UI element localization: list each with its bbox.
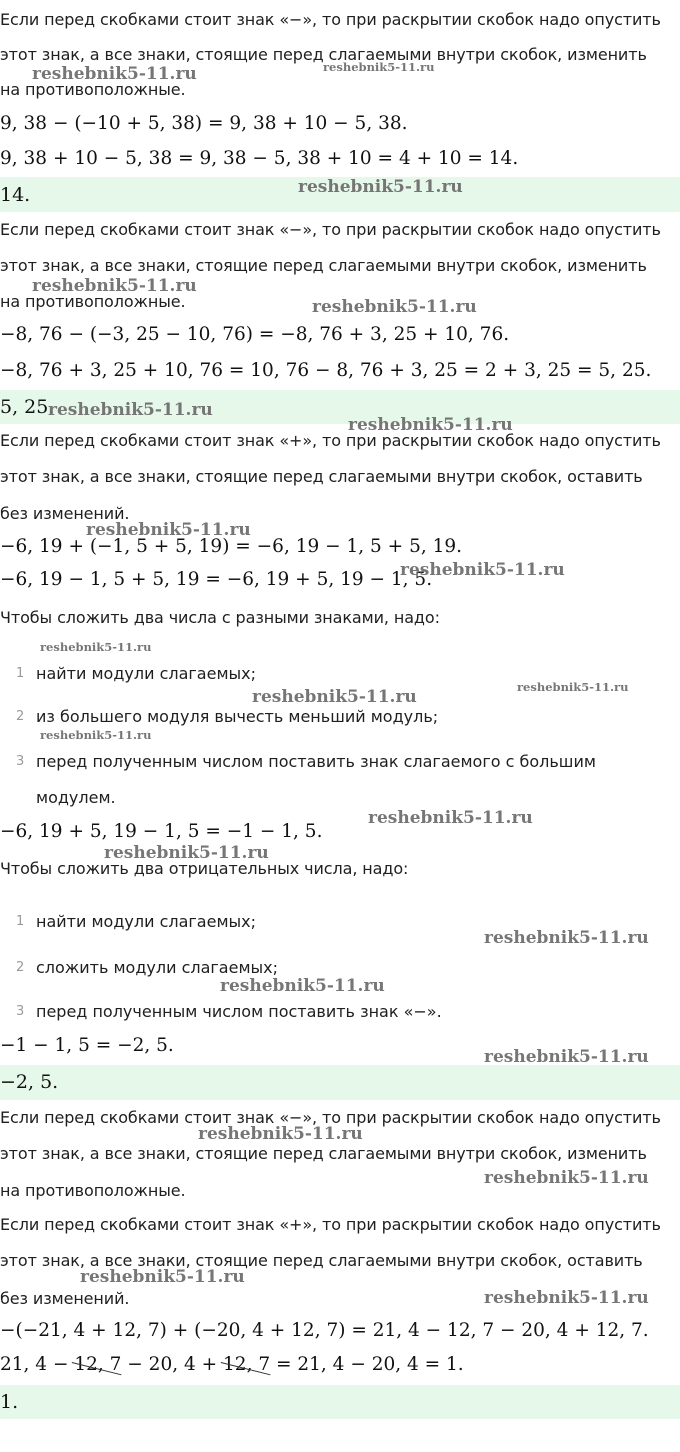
watermark: reshebnik5-11.ru [220,976,385,996]
rule-minus-line2: этот знак, а все знаки, стоящие перед слагаемыми внутри скобок, изменить [0,45,647,64]
rule-minus-line3: на противоположные. [0,1181,186,1200]
watermark: reshebnik5-11.ru [198,1124,363,1144]
watermark: reshebnik5-11.ru [252,687,417,707]
cancelled-term: 12, 7 [74,1354,122,1375]
neg-title: Чтобы сложить два отрицательных числа, надо: [0,859,409,878]
watermark: reshebnik5-11.ru [86,520,251,540]
answer-value: −2, 5. [0,1071,59,1093]
list-text: найти модули слагаемых; [36,664,257,683]
watermark: reshebnik5-11.ru [484,1047,649,1067]
rule-minus-line2: этот знак, а все знаки, стоящие перед слагаемыми внутри скобок, изменить [0,1144,647,1163]
watermark: reshebnik5-11.ru [323,60,435,74]
watermark: reshebnik5-11.ru [484,1168,649,1188]
equation: −8, 76 + 3, 25 + 10, 76 = 10, 76 − 8, 76 + 3, 25 = 2 + 3, 25 = 5, 25. [0,360,652,381]
equation: −(−21, 4 + 12, 7) + (−20, 4 + 12, 7) = 21, 4 − 12, 7 − 20, 4 + 12, 7. [0,1320,649,1341]
list-text: перед полученным числом поставить знак слагаемого с большим [36,752,596,771]
answer-value: 14. [0,184,31,206]
list-number: 1 [16,666,25,681]
diff-signs-title: Чтобы сложить два числа с разными знаками, надо: [0,608,440,627]
watermark: reshebnik5-11.ru [368,808,533,828]
list-text: перед полученным числом поставить знак «−». [36,1002,442,1021]
watermark: reshebnik5-11.ru [400,560,565,580]
answer-value: 5, 25. [0,396,55,418]
watermark: reshebnik5-11.ru [48,400,213,420]
watermark: reshebnik5-11.ru [32,64,197,84]
watermark: reshebnik5-11.ru [517,680,629,694]
equation: −6, 19 − 1, 5 + 5, 19 = −6, 19 + 5, 19 − 1, 5. [0,569,433,590]
watermark: reshebnik5-11.ru [484,1288,649,1308]
watermark: reshebnik5-11.ru [348,415,513,435]
rule-plus-line3: без изменений. [0,504,130,523]
list-text: модулем. [36,788,116,807]
cancelled-term: 12, 7 [223,1354,271,1375]
answer-box [0,1065,680,1100]
watermark: reshebnik5-11.ru [40,640,152,654]
rule-minus-line2: этот знак, а все знаки, стоящие перед слагаемыми внутри скобок, изменить [0,256,647,275]
rule-minus-line3: на противоположные. [0,80,186,99]
equation: −6, 19 + (−1, 5 + 5, 19) = −6, 19 − 1, 5 + 5, 19. [0,536,463,557]
rule-plus-line3: без изменений. [0,1289,130,1308]
list-number: 2 [16,960,25,975]
rule-plus-line1: Если перед скобками стоит знак «+», то при раскрытии скобок надо опустить [0,431,661,450]
list-number: 1 [16,914,25,929]
eq-part: = 21, 4 − 20, 4 = 1. [270,1354,464,1375]
watermark: reshebnik5-11.ru [104,843,269,863]
rule-plus-line2: этот знак, а все знаки, стоящие перед слагаемыми внутри скобок, оставить [0,1251,643,1270]
watermark: reshebnik5-11.ru [298,177,463,197]
list-number: 3 [16,1004,25,1019]
equation: −1 − 1, 5 = −2, 5. [0,1035,174,1056]
equation: −8, 76 − (−3, 25 − 10, 76) = −8, 76 + 3, 25 + 10, 76. [0,324,510,345]
watermark: reshebnik5-11.ru [484,928,649,948]
answer-box [0,1385,680,1419]
watermark: reshebnik5-11.ru [80,1267,245,1287]
watermark: reshebnik5-11.ru [312,297,477,317]
rule-minus-line3: на противоположные. [0,292,186,311]
equation: 9, 38 + 10 − 5, 38 = 9, 38 − 5, 38 + 10 = 4 + 10 = 14. [0,148,519,169]
rule-minus-line1: Если перед скобками стоит знак «−», то при раскрытии скобок надо опустить [0,10,661,29]
rule-plus-line2: этот знак, а все знаки, стоящие перед слагаемыми внутри скобок, оставить [0,467,643,486]
eq-part: 21, 4 − [0,1354,75,1375]
rule-minus-line1: Если перед скобками стоит знак «−», то при раскрытии скобок надо опустить [0,220,661,239]
eq-part: − 20, 4 + [121,1354,224,1375]
list-text: сложить модули слагаемых; [36,958,279,977]
watermark: reshebnik5-11.ru [32,276,197,296]
list-number: 3 [16,754,25,769]
list-number: 2 [16,709,25,724]
equation: −6, 19 + 5, 19 − 1, 5 = −1 − 1, 5. [0,821,323,842]
rule-minus-line1: Если перед скобками стоит знак «−», то при раскрытии скобок надо опустить [0,1108,661,1127]
watermark: reshebnik5-11.ru [40,728,152,742]
equation: 9, 38 − (−10 + 5, 38) = 9, 38 + 10 − 5, 38. [0,113,408,134]
list-text: из большего модуля вычесть меньший модуль; [36,707,439,726]
answer-value: 1. [0,1391,19,1413]
rule-plus-line1: Если перед скобками стоит знак «+», то при раскрытии скобок надо опустить [0,1215,661,1234]
list-text: найти модули слагаемых; [36,912,257,931]
equation-cancel [0,1353,464,1377]
